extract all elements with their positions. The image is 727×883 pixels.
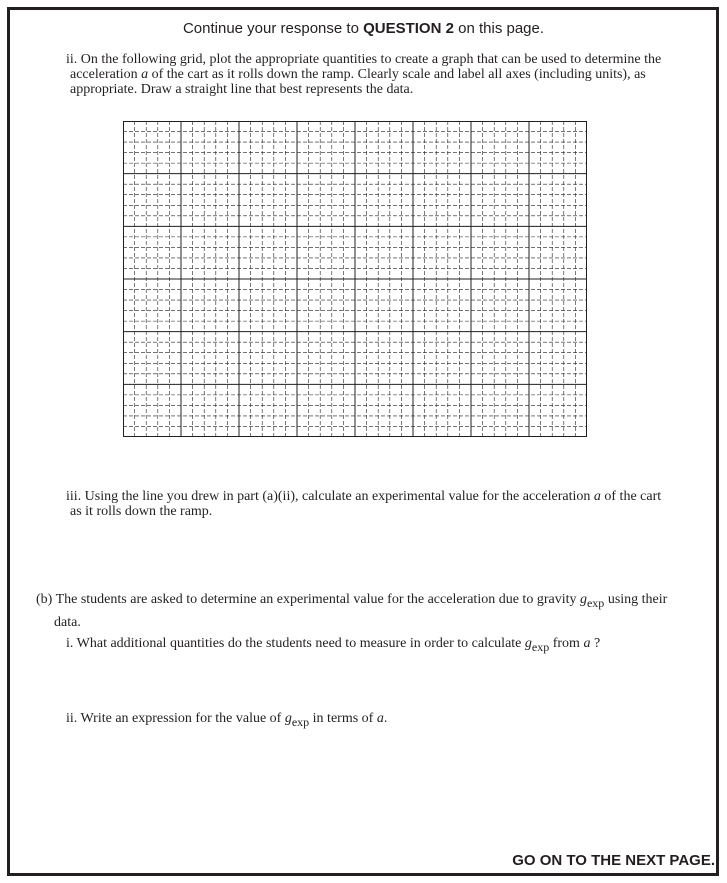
question-text: data. [54,615,81,630]
question-a-ii [66,52,696,97]
question-text: using their [604,592,668,607]
question-text: of the cart [600,489,662,504]
g-exp-symbol: $g_{exp}$ [579,592,605,610]
question-text: from [549,636,584,651]
question-text: appropriate. Draw a straight line that best represents the data. [70,82,414,97]
question-label: ii. [66,711,78,726]
page-header [0,20,727,37]
question-text: The students are asked to determine an experimental value for the acceleration due to gravity [55,592,580,607]
question-label: i. [66,636,74,651]
header-prefix: Continue your response to [182,20,364,37]
question-a-iii [66,489,706,519]
g-exp-symbol: $g_{exp}$ [524,636,550,654]
variable-a: a [141,67,149,82]
question-b [36,590,706,633]
graph-grid[interactable] [123,121,587,437]
question-text: acceleration [70,67,142,82]
question-text: Using the line you drew in part (a)(ii), calculate an experimental value for the acceleration [84,489,594,504]
question-text: of the cart as it rolls down the ramp. Clearly scale and label all axes (including units), as [148,67,646,82]
question-b-i [66,636,706,655]
header-question: QUESTION 2 [363,20,454,37]
footer-next-page: GO ON TO THE NEXT PAGE. [512,852,715,869]
question-label: iii. [66,489,82,504]
question-text: On the following grid, plot the appropriate quantities to create a graph that can be used to determine the [80,52,662,67]
graph-grid-svg[interactable] [123,121,587,437]
question-b-ii [66,711,706,730]
variable-a: a [376,711,384,726]
question-text: Write an expression for the value of [80,711,285,726]
g-exp-symbol: $g_{exp}$ [284,711,310,729]
header-suffix: on this page. [453,20,545,37]
question-label: (b) [36,592,53,607]
question-text: as it rolls down the ramp. [70,504,213,519]
question-text: ? [590,636,601,651]
question-label: ii. [66,52,78,67]
question-text: . [383,711,388,726]
question-text: in terms of [309,711,377,726]
variable-a: a [593,489,601,504]
question-text: What additional quantities do the students need to measure in order to calculate [76,636,525,651]
variable-a: a [583,636,591,651]
